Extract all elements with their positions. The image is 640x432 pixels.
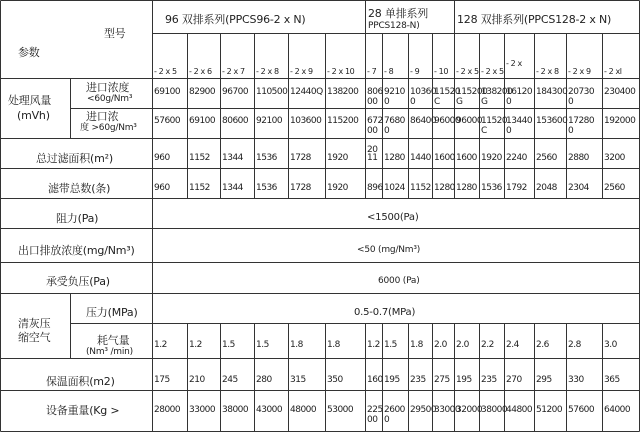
airflow-low-value: 10360	[410, 87, 437, 97]
weight-value: 44800	[506, 405, 533, 415]
air-consumption-value: 2.0	[434, 340, 447, 350]
airflow-high-value: 80600	[222, 116, 249, 126]
air-pressure-value: 0.5-0.7(MPa)	[354, 307, 416, 318]
weight-value: 53000	[327, 405, 354, 415]
weight-value: 28000	[154, 405, 181, 415]
series-128-single-title: 28 单排系列	[368, 7, 429, 20]
weight-value: 32000	[456, 405, 483, 415]
airflow-low-value-wrap: 0	[410, 97, 416, 107]
low-conc-unit: <60g/Nm³	[87, 94, 133, 104]
weight-value: 29500	[410, 405, 437, 415]
air-consumption-value: 1.2	[367, 340, 380, 350]
cleaning-label-line2: 缩空气	[18, 331, 51, 344]
bag-count-value: 2560	[604, 183, 625, 193]
high-conc-unit: 度 >60g/Nm³	[80, 123, 137, 133]
bag-count-value: 1920	[327, 183, 348, 193]
airflow-high-value: 96000	[434, 116, 461, 126]
filter-area-value: 1280	[384, 153, 405, 163]
filter-area-value: 2560	[536, 153, 557, 163]
model-code: - 2 x 6	[189, 67, 212, 76]
airflow-low-value-wrap: 00	[367, 97, 378, 107]
negative-pressure-label: 承受负压(Pa)	[46, 275, 110, 288]
weight-value: 64000	[604, 405, 631, 415]
airflow-low-value: 9210	[384, 87, 405, 97]
airflow-high-value: 96000	[456, 116, 483, 126]
weight-value: 51200	[536, 405, 563, 415]
model-header-label: 型号	[104, 27, 126, 40]
air-consumption-unit: (Nm³ /min)	[86, 347, 133, 357]
model-code: - 2 xl	[604, 67, 622, 76]
model-code: - 2 x 8	[536, 67, 559, 76]
airflow-low-value: 138200	[327, 87, 359, 97]
air-consumption-value: 2.6	[536, 340, 549, 350]
filter-area-value: 1344	[222, 153, 243, 163]
insulation-area-value: 175	[154, 375, 170, 385]
airflow-low-value-wrap: 0	[506, 97, 512, 107]
filter-area-value-wrap: 20	[367, 145, 378, 155]
airflow-high-value: 115200	[327, 116, 359, 126]
weight-value: 57600	[568, 405, 595, 415]
air-consumption-value: 1.5	[384, 340, 397, 350]
airflow-high-value: 92100	[256, 116, 283, 126]
insulation-area-value: 280	[256, 375, 272, 385]
resistance-value: <1500(Pa)	[367, 212, 419, 223]
weight-value: 225	[367, 405, 383, 415]
air-consumption-value: 2.4	[506, 340, 519, 350]
weight-value: 43000	[256, 405, 283, 415]
bag-count-value: 1152	[189, 183, 210, 193]
airflow-high-value: 11520	[481, 116, 508, 126]
weight-value-wrap: 0	[384, 415, 390, 425]
airflow-high-value-wrap: C	[481, 126, 487, 136]
insulation-area-value: 245	[222, 375, 238, 385]
airflow-high-value: 672	[367, 116, 383, 126]
model-code: - 9	[410, 67, 420, 76]
weight-value-wrap: 00	[367, 415, 378, 425]
airflow-low-value-wrap: G	[456, 97, 463, 107]
airflow-label: 处理风量	[8, 94, 52, 107]
resistance-label: 阻力(Pa)	[56, 212, 99, 225]
high-conc-label: 进口浓	[86, 110, 119, 123]
bag-count-value: 2048	[536, 183, 557, 193]
insulation-area-value: 295	[536, 375, 552, 385]
air-consumption-value: 2.0	[456, 340, 469, 350]
airflow-low-value: 11520	[434, 87, 461, 97]
airflow-high-value: 7680	[384, 116, 405, 126]
insulation-area-value: 275	[434, 375, 450, 385]
airflow-low-value-wrap: 0	[568, 97, 574, 107]
air-consumption-value: 1.2	[189, 340, 202, 350]
airflow-high-value: 13440	[506, 116, 533, 126]
filter-area-value: 2240	[506, 153, 527, 163]
filter-area-value: 960	[154, 153, 170, 163]
filter-area-value: 1920	[481, 153, 502, 163]
air-consumption-value: 1.5	[222, 340, 235, 350]
model-code: - 2 x 5	[154, 67, 177, 76]
model-code: - 8	[384, 67, 394, 76]
airflow-low-value-wrap: G	[481, 97, 488, 107]
airflow-low-value-wrap: 0	[384, 97, 390, 107]
bag-count-value: 1728	[290, 183, 311, 193]
airflow-high-value: 17280	[568, 116, 595, 126]
model-code: - 2 x 5	[456, 67, 479, 76]
air-consumption-value: 2.2	[481, 340, 494, 350]
bag-count-label: 滤带总数(条)	[48, 182, 111, 195]
airflow-low-value: 82900	[189, 87, 216, 97]
emission-label: 出口排放浓度(mg/Nm³)	[18, 244, 135, 257]
filter-area-value: 1600	[456, 153, 477, 163]
insulation-area-value: 350	[327, 375, 343, 385]
air-consumption-value: 1.8	[290, 340, 303, 350]
insulation-area-value: 195	[456, 375, 472, 385]
filter-area-value: 1728	[290, 153, 311, 163]
airflow-high-value-wrap: 0	[506, 126, 512, 136]
air-consumption-value: 1.8	[327, 340, 340, 350]
airflow-high-value-wrap: 0	[384, 126, 390, 136]
airflow-low-value: 115200	[456, 87, 488, 97]
airflow-low-value: 110500	[256, 87, 288, 97]
air-consumption-label: 耗气量	[97, 334, 130, 347]
airflow-low-value: 20730	[568, 87, 595, 97]
airflow-low-value: 12440Q	[290, 87, 323, 97]
weight-label: 设备重量(Kg >	[46, 404, 120, 417]
insulation-area-value: 315	[290, 375, 306, 385]
low-conc-label: 进口浓度	[86, 81, 130, 94]
filter-area-value: 3200	[604, 153, 625, 163]
airflow-low-value-wrap: C	[434, 97, 440, 107]
insulation-area-value: 235	[410, 375, 426, 385]
weight-value: 48000	[290, 405, 317, 415]
air-consumption-value: 1.5	[256, 340, 269, 350]
insulation-area-value: 365	[604, 375, 620, 385]
model-code: - 2 x 9	[290, 67, 313, 76]
cleaning-label: 清灰压	[18, 317, 51, 330]
model-code: - 7	[367, 67, 377, 76]
bag-count-value: 2304	[568, 183, 589, 193]
airflow-high-value-wrap: 0	[568, 126, 574, 136]
insulation-area-value: 330	[568, 375, 584, 385]
filter-area-value: 1536	[256, 153, 277, 163]
insulation-area-value: 210	[189, 375, 205, 385]
air-consumption-value: 1.2	[154, 340, 167, 350]
weight-value: 33000	[434, 405, 461, 415]
bag-count-value: 1792	[506, 183, 527, 193]
insulation-area-value: 195	[384, 375, 400, 385]
series-128-single-subtitle: PPCS128-N)	[368, 21, 420, 31]
air-pressure-label: 压力(MPa)	[86, 306, 138, 319]
weight-value: 2600	[384, 405, 405, 415]
bag-count-value: 1536	[481, 183, 502, 193]
airflow-high-value: 153600	[536, 116, 568, 126]
weight-value: 38000	[222, 405, 249, 415]
emission-value: <50 (mg/Nm³)	[357, 245, 421, 255]
airflow-low-value: 96700	[222, 87, 249, 97]
model-code: - 2 x 8	[256, 67, 279, 76]
airflow-low-value: 230400	[604, 87, 636, 97]
bag-count-value: 1344	[222, 183, 243, 193]
airflow-low-value: 16120	[506, 87, 533, 97]
airflow-low-value: 69100	[154, 87, 181, 97]
insulation-area-value: 235	[481, 375, 497, 385]
series-96-title: 96 双排系列(PPCS96-2 x N)	[165, 13, 306, 26]
filter-area-value: 1152	[189, 153, 210, 163]
bag-count-value: 1536	[256, 183, 277, 193]
airflow-high-value: 69100	[189, 116, 216, 126]
filter-area-value: 1440	[410, 153, 431, 163]
insulation-area-value: 160	[367, 375, 383, 385]
airflow-low-value: 184300	[536, 87, 568, 97]
bag-count-value: 1024	[384, 183, 405, 193]
param-header-label: 参数	[18, 46, 40, 59]
air-consumption-value: 3.0	[604, 340, 617, 350]
filter-area-value: 1600	[434, 153, 455, 163]
airflow-high-value: 86400	[410, 116, 437, 126]
bag-count-value: 960	[154, 183, 170, 193]
series-128-double-title: 128 双排系列(PPCS128-2 x N)	[457, 13, 612, 26]
filter-area-value: 11	[367, 153, 378, 163]
filter-area-label: 总过滤面积(m²)	[36, 152, 113, 165]
model-code: - 2 x 10	[327, 67, 355, 76]
model-code: - 2 x 7	[222, 67, 245, 76]
negative-pressure-value: 6000 (Pa)	[378, 276, 420, 286]
airflow-high-value: 103600	[290, 116, 322, 126]
airflow-unit: (mVh)	[17, 109, 50, 122]
airflow-high-value: 57600	[154, 116, 181, 126]
airflow-high-value: 192000	[604, 116, 636, 126]
weight-value: 33000	[189, 405, 216, 415]
insulation-area-value: 270	[506, 375, 522, 385]
air-consumption-value: 2.8	[568, 340, 581, 350]
filter-area-value: 1920	[327, 153, 348, 163]
model-code: - 10	[434, 67, 449, 76]
bag-count-value: 1280	[456, 183, 477, 193]
insulation-area-label: 保温面积(m2)	[46, 375, 115, 388]
bag-count-value: 1152	[410, 183, 431, 193]
model-code: - 2 x 5	[481, 67, 504, 76]
airflow-high-value-wrap: 00	[367, 126, 378, 136]
airflow-low-value: 138200	[481, 87, 513, 97]
airflow-low-value: 806	[367, 87, 383, 97]
weight-value: 38000	[481, 405, 508, 415]
model-code: - 2 x 9	[568, 67, 591, 76]
air-consumption-value: 1.8	[410, 340, 423, 350]
model-code: - 2 x	[506, 59, 522, 68]
bag-count-value: 1280	[434, 183, 455, 193]
bag-count-value: 896	[367, 183, 383, 193]
filter-area-value: 2880	[568, 153, 589, 163]
